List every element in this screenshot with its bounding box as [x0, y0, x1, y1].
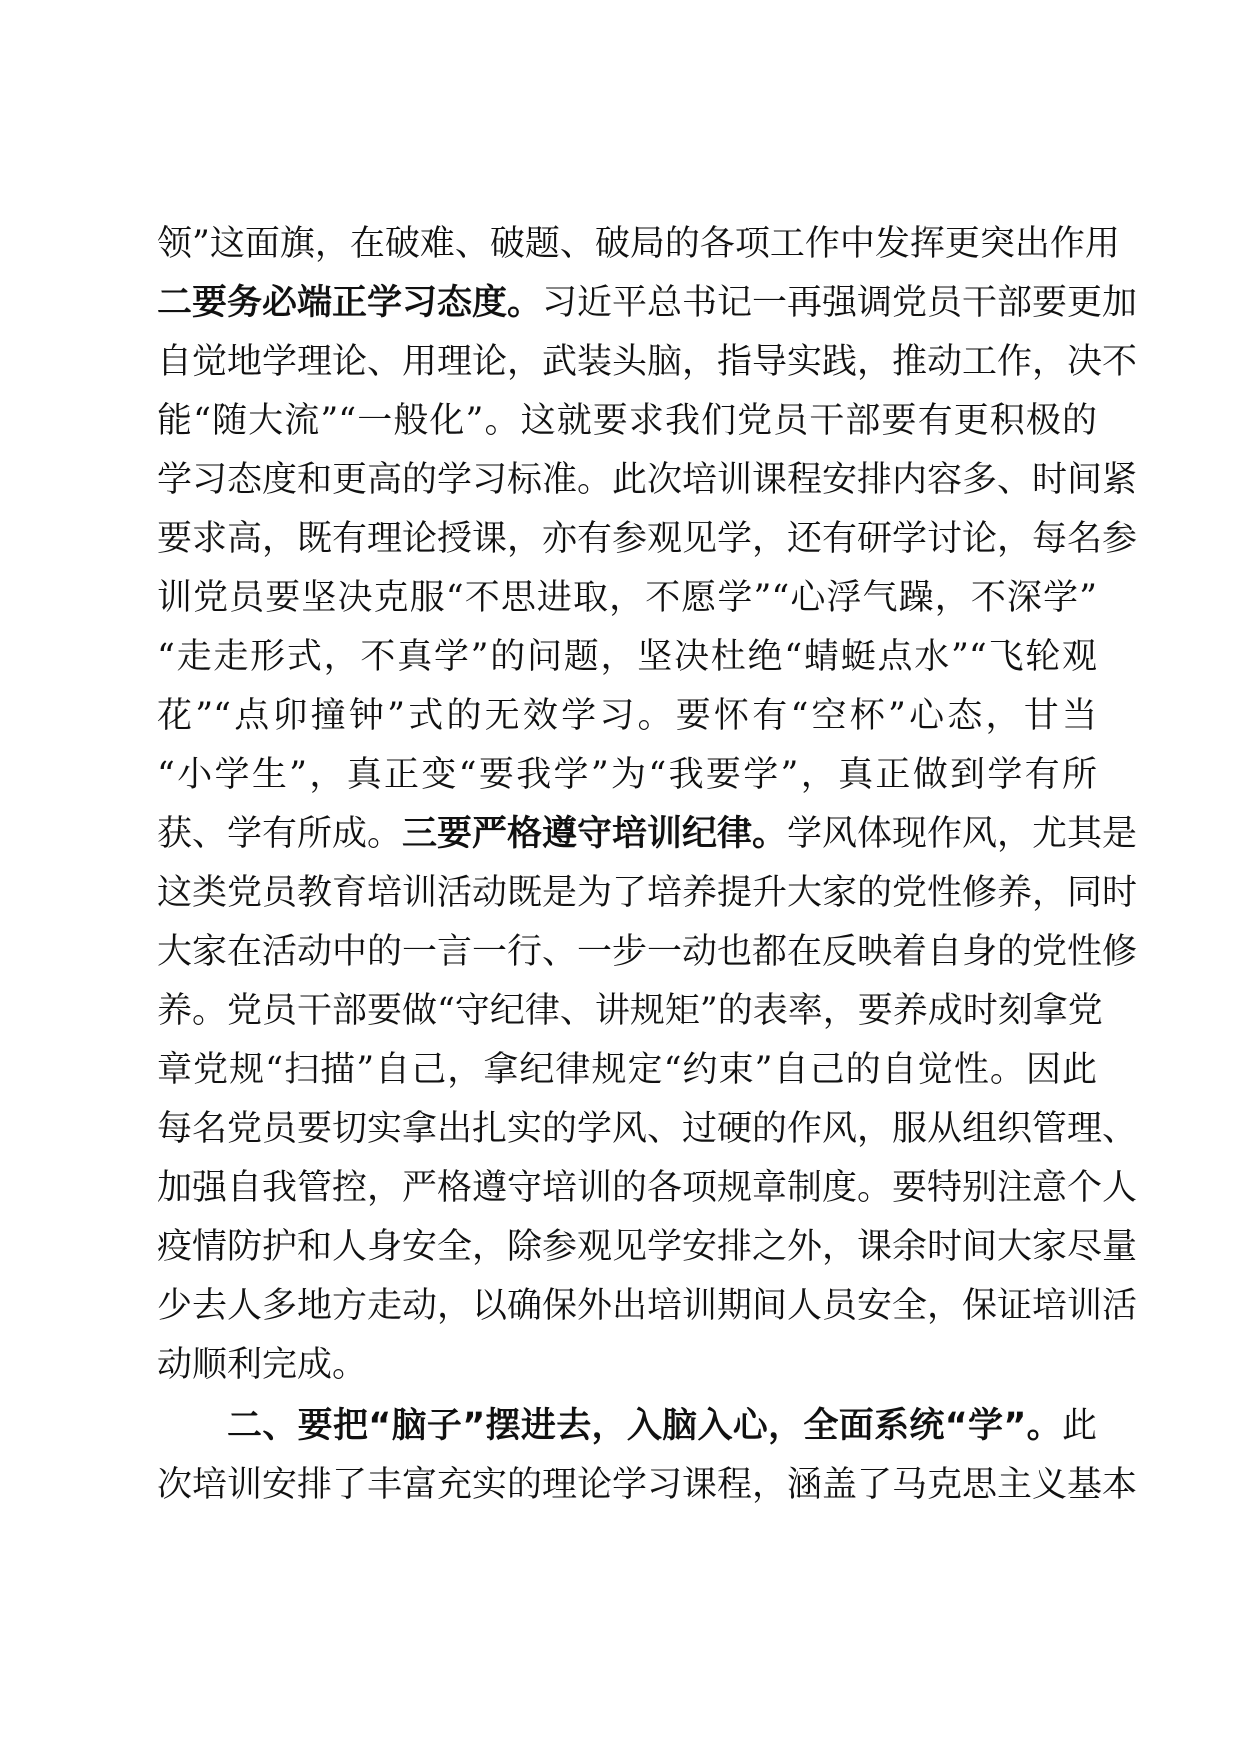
text-line	[157, 1277, 1138, 1335]
text-segment: 加强自我管控，严格遵守培训的各项规章制度。要特别注意个人	[157, 1168, 1138, 1208]
text-line	[157, 628, 1097, 686]
text-line	[157, 1100, 1138, 1158]
text-segment: 要求高，既有理论授课，亦有参观见学，还有研学讨论，每名参	[157, 519, 1138, 559]
text-line	[157, 1041, 1097, 1099]
text-segment: 获、学有所成。	[157, 814, 403, 854]
text-line	[157, 1456, 1138, 1514]
text-line	[157, 451, 1138, 509]
text-segment: 能“随大流”“一般化”。这就要求我们党员干部要有更积极的	[157, 401, 1097, 441]
text-segment: 训党员要坚决克服“不思进取，不愿学”“心浮气躁，不深学”	[157, 578, 1097, 618]
text-segment: 习近平总书记一再强调党员干部要更加	[542, 283, 1138, 323]
text-segment: “小学生”，真正变“要我学”为“我要学”，真正做到学有所	[157, 755, 1097, 795]
text-line	[157, 687, 1097, 745]
text-line	[157, 274, 1138, 332]
text-line	[157, 1159, 1138, 1217]
text-segment: 疫情防护和人身安全，除参观见学安排之外，课余时间大家尽量	[157, 1227, 1138, 1267]
text-segment: 养。党员干部要做“守纪律、讲规矩”的表率，要养成时刻拿党	[157, 991, 1103, 1031]
text-line	[157, 923, 1138, 981]
text-line	[227, 1397, 1097, 1455]
text-segment: 章党规“扫描”自己，拿纪律规定“约束”自己的自觉性。因此	[157, 1050, 1097, 1090]
text-line	[157, 982, 1103, 1040]
text-segment: 少去人多地方走动，以确保外出培训期间人员安全，保证培训活	[157, 1286, 1138, 1326]
text-line	[157, 1336, 1097, 1394]
text-segment: 大家在活动中的一言一行、一步一动也都在反映着自身的党性修	[157, 932, 1138, 972]
bold-text-segment: 三要严格遵守培训纪律。	[402, 814, 788, 854]
text-line	[157, 510, 1138, 568]
text-segment: 学习态度和更高的学习标准。此次培训课程安排内容多、时间紧	[157, 460, 1138, 500]
text-line	[157, 805, 1138, 863]
text-segment: 学风体现作风，尤其是	[787, 814, 1138, 854]
text-segment: 这类党员教育培训活动既是为了培养提升大家的党性修养，同时	[157, 873, 1138, 913]
text-line	[157, 569, 1097, 627]
text-segment: 次培训安排了丰富充实的理论学习课程，涵盖了马克思主义基本	[157, 1465, 1138, 1505]
bold-text-segment: 二要务必端正学习态度。	[157, 283, 543, 323]
text-line	[157, 392, 1097, 450]
text-segment: 自觉地学理论、用理论，武装头脑，指导实践，推动工作，决不	[157, 342, 1138, 382]
text-line	[157, 215, 1120, 273]
text-line	[157, 864, 1138, 922]
text-line	[157, 746, 1097, 804]
text-segment: 花”“点卯撞钟”式的无效学习。要怀有“空杯”心态，甘当	[157, 696, 1097, 736]
text-segment: 此	[1061, 1406, 1097, 1446]
text-line	[157, 1218, 1138, 1276]
text-line	[157, 333, 1138, 391]
bold-text-segment: 二、要把“脑子”摆进去，入脑入心，全面系统“学”。	[227, 1406, 1062, 1446]
text-segment: 每名党员要切实拿出扎实的学风、过硬的作风，服从组织管理、	[157, 1109, 1138, 1149]
text-segment: 领”这面旗，在破难、破题、破局的各项工作中发挥更突出作用	[157, 224, 1120, 264]
text-segment: 动顺利完成。	[157, 1345, 368, 1385]
text-segment: “走走形式，不真学”的问题，坚决杜绝“蜻蜓点水”“飞轮观	[157, 637, 1097, 677]
